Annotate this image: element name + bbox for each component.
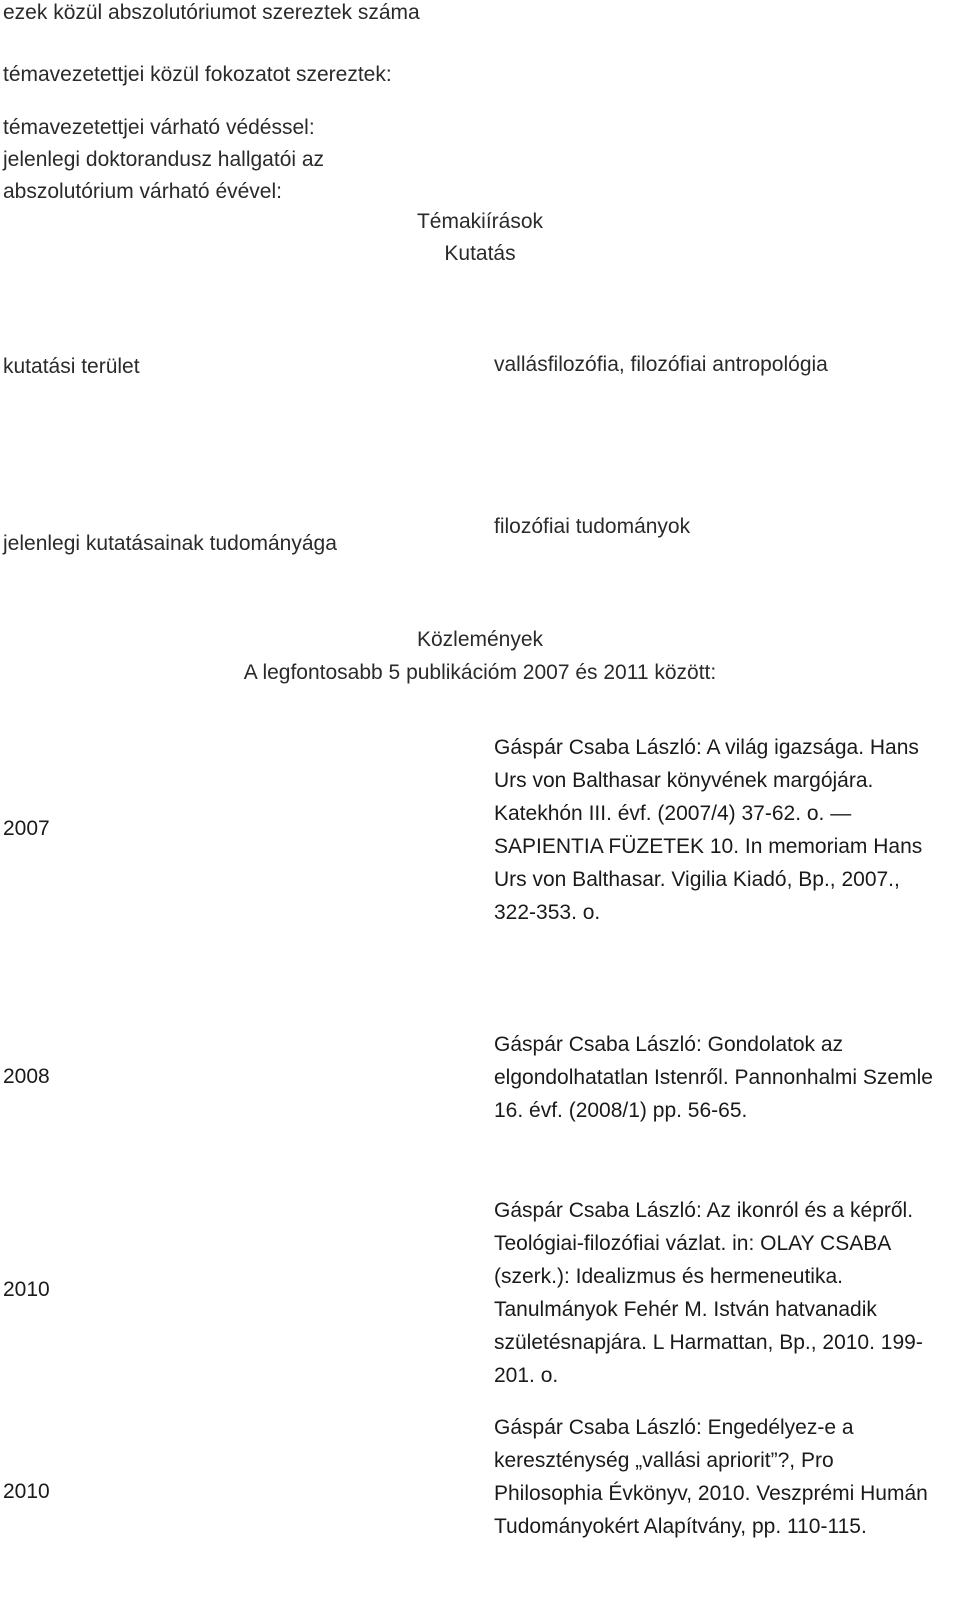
current-students-label: jelenlegi doktorandusz hallgatói az [3, 148, 325, 171]
publications-heading: Közlemények [416, 628, 544, 651]
degree-count-label: témavezetettjei közül fokozatot szereztek: [3, 63, 392, 86]
publication-entry: Gáspár Csaba László: Az ikonról és a képről. Teológiai-filozófiai vázlat. in: OLAY CSABA (szerk.): Idealizmus és hermeneutika. Tanulmányok Fehér M. István hatvanadik születésnapjára. L Harmattan, Bp., 2010. 199-201. o. [494, 1199, 923, 1387]
publication-entry: Gáspár Csaba László: Gondolatok az elgondolhatatlan Istenről. Pannonhalmi Szemle 16. évf. (2008/1) pp. 56-65. [494, 1033, 933, 1122]
research-area-value: vallásfilozófia, filozófiai antropológia [494, 353, 828, 376]
research-area-label: kutatási terület [3, 355, 140, 378]
publication-year: 2008 [3, 1065, 50, 1088]
publication-year: 2010 [3, 1278, 50, 1301]
absolutorium-count-label: ezek közül abszolutóriumot szereztek száma [3, 1, 420, 24]
research-field-value: filozófiai tudományok [494, 515, 691, 538]
research-field-label: jelenlegi kutatásainak tudományága [3, 532, 337, 555]
publication-year: 2007 [3, 817, 50, 840]
topics-heading: Témakiírások [416, 210, 544, 233]
publications-subtitle: A legfontosabb 5 publikációm 2007 és 2011 között: [243, 661, 717, 684]
research-heading: Kutatás [444, 242, 516, 265]
publication-entry: Gáspár Csaba László: A világ igazsága. Hans Urs von Balthasar könyvének margójára. Katekhón III. évf. (2007/4) 37-62. o. — SAPIENTIA FÜZETEK 10. In memoriam Hans Urs von Balthasar. Vigilia Kiadó, Bp., 2007., 322-353. o. [494, 736, 923, 924]
absolutorium-year-label: abszolutórium várható évével: [3, 180, 282, 203]
publication-entry: Gáspár Csaba László: Engedélyez-e a kereszténység „vallási apriorit”?, Pro Philosophia Évkönyv, 2010. Veszprémi Humán Tudományokért Alapítvány, pp. 110-115. [494, 1416, 928, 1538]
publication-year: 2010 [3, 1480, 50, 1503]
expected-defense-label: témavezetettjei várható védéssel: [3, 116, 315, 139]
